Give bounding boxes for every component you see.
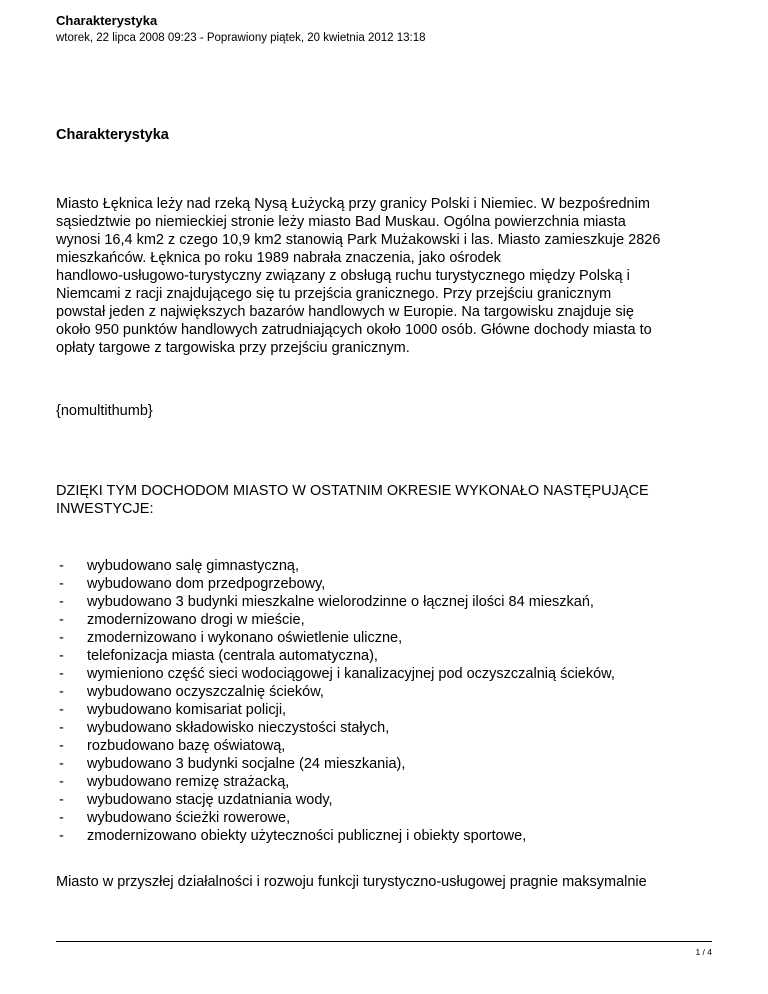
list-item: - wybudowano 3 budynki mieszkalne wielorodzinne o łącznej ilości 84 mieszkań, <box>59 594 594 610</box>
list-item: - wybudowano stację uzdatniania wody, <box>59 792 333 808</box>
list-item: - rozbudowano bazę oświatową, <box>59 738 286 754</box>
page-number: 1 / 4 <box>695 947 712 957</box>
list-dash: - <box>59 558 64 574</box>
intro-line: powstał jeden z największych bazarów handlowych w Europie. Na targowisku znajduje się <box>56 304 634 320</box>
list-dash: - <box>59 648 64 664</box>
intro-line: Niemcami z racji znajdującego się tu przejścia granicznego. Przy przejściu granicznym <box>56 286 612 302</box>
list-item: - wybudowano dom przedpogrzebowy, <box>59 576 326 592</box>
footer-divider <box>56 941 712 942</box>
intro-line: opłaty targowe z targowiska przy przejściu granicznym. <box>56 340 410 356</box>
list-item: - wybudowano remizę strażacką, <box>59 774 290 790</box>
header-date-meta: wtorek, 22 lipca 2008 09:23 - Poprawiony piątek, 20 kwietnia 2012 13:18 <box>56 32 426 44</box>
investments-list <box>56 557 615 845</box>
list-dash: - <box>59 810 64 826</box>
intro-line: Miasto Łęknica leży nad rzeką Nysą Łużycką przy granicy Polski i Niemiec. W bezpośrednim <box>56 196 650 212</box>
list-item: - wybudowano oczyszczalnię ścieków, <box>59 684 324 700</box>
list-item: - telefonizacja miasta (centrala automatyczna), <box>59 648 378 664</box>
list-dash: - <box>59 738 64 754</box>
page-header <box>56 13 426 45</box>
list-dash: - <box>59 594 64 610</box>
list-dash: - <box>59 756 64 772</box>
list-item: - wybudowano salę gimnastyczną, <box>59 558 299 574</box>
list-dash: - <box>59 792 64 808</box>
intro-line: handlowo-usługowo-turystyczny związany z obsługą ruchu turystycznego między Polską i <box>56 268 630 284</box>
list-dash: - <box>59 630 64 646</box>
list-item: - wybudowano składowisko nieczystości stałych, <box>59 720 390 736</box>
heading-line: DZIĘKI TYM DOCHODOM MIASTO W OSTATNIM OKRESIE WYKONAŁO NASTĘPUJĄCE <box>56 483 649 499</box>
intro-line: sąsiedztwie po niemieckiej stronie leży miasto Bad Muskau. Ogólna powierzchnia miasta <box>56 214 626 230</box>
list-dash: - <box>59 702 64 718</box>
list-dash: - <box>59 666 64 682</box>
list-item: - wybudowano 3 budynki socjalne (24 mieszkania), <box>59 756 406 772</box>
list-item: - zmodernizowano i wykonano oświetlenie uliczne, <box>59 630 403 646</box>
header-title: Charakterystyka <box>56 13 158 28</box>
list-dash: - <box>59 774 64 790</box>
list-dash: - <box>59 612 64 628</box>
intro-line: mieszkańców. Łęknica po roku 1989 nabrała znaczenia, jako ośrodek <box>56 250 501 266</box>
intro-line: około 950 punktów handlowych zatrudniających około 1000 osób. Główne dochody miasta to <box>56 322 652 338</box>
list-dash: - <box>59 828 64 844</box>
investments-heading <box>56 482 649 518</box>
list-item: - wybudowano komisariat policji, <box>59 702 287 718</box>
list-item: - wybudowano ścieżki rowerowe, <box>59 810 291 826</box>
intro-line: wynosi 16,4 km2 z czego 10,9 km2 stanowią Park Mużakowski i las. Miasto zamieszkuje 2826 <box>56 232 661 248</box>
closing-paragraph: Miasto w przyszłej działalności i rozwoju funkcji turystyczno-usługowej pragnie maksymalnie <box>56 874 647 890</box>
heading-line: INWESTYCJE: <box>56 501 154 517</box>
list-dash: - <box>59 576 64 592</box>
list-item: - wymieniono część sieci wodociągowej i kanalizacyjnej pod oczyszczalnią ścieków, <box>59 666 615 682</box>
list-dash: - <box>59 684 64 700</box>
article-title: Charakterystyka <box>56 127 169 143</box>
intro-paragraph <box>56 195 660 357</box>
list-item: - zmodernizowano drogi w mieście, <box>59 612 305 628</box>
list-item: - zmodernizowano obiekty użyteczności publicznej i obiekty sportowe, <box>59 828 527 844</box>
list-dash: - <box>59 720 64 736</box>
placeholder-tag: {nomultithumb} <box>56 403 153 419</box>
